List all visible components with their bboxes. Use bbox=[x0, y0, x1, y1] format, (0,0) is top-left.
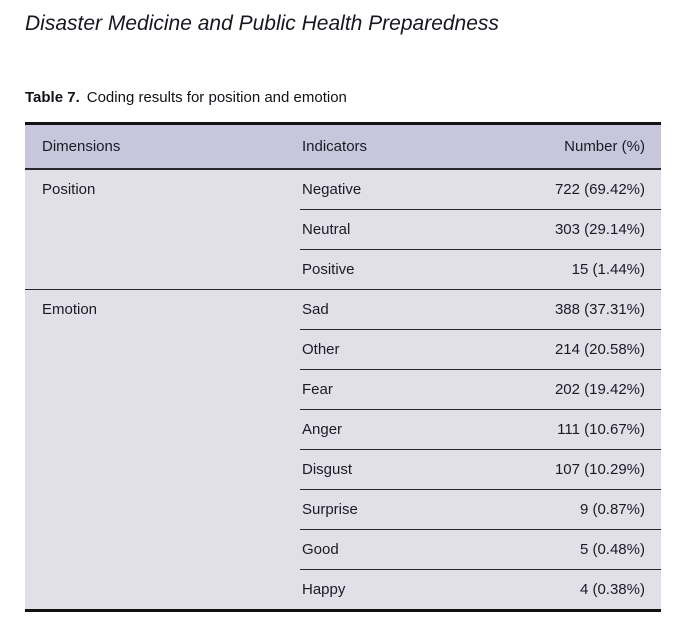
table-header-row bbox=[25, 124, 661, 170]
number-cell: 303 (29.14%) bbox=[515, 210, 661, 250]
indicator-cell: Anger bbox=[300, 410, 515, 450]
indicator-cell: Fear bbox=[300, 370, 515, 410]
indicator-cell: Other bbox=[300, 330, 515, 370]
indicator-cell: Positive bbox=[300, 250, 515, 290]
indicator-cell: Neutral bbox=[300, 210, 515, 250]
indicator-cell: Good bbox=[300, 530, 515, 570]
indicator-cell: Sad bbox=[300, 290, 515, 330]
indicator-cell: Surprise bbox=[300, 490, 515, 530]
dimension-cell: Position bbox=[25, 169, 300, 290]
coding-results-table bbox=[25, 122, 661, 612]
table-caption bbox=[25, 89, 347, 106]
number-cell: 722 (69.42%) bbox=[515, 169, 661, 210]
number-cell: 9 (0.87%) bbox=[515, 490, 661, 530]
indicator-cell: Disgust bbox=[300, 450, 515, 490]
indicator-cell: Negative bbox=[300, 169, 515, 210]
table-caption-label: Table 7. bbox=[25, 89, 80, 106]
indicator-cell: Happy bbox=[300, 570, 515, 611]
table-header bbox=[25, 124, 661, 170]
table-row bbox=[25, 169, 661, 210]
table-body bbox=[25, 169, 661, 611]
number-cell: 15 (1.44%) bbox=[515, 250, 661, 290]
number-cell: 4 (0.38%) bbox=[515, 570, 661, 611]
column-header-indicators: Indicators bbox=[300, 124, 515, 170]
number-cell: 111 (10.67%) bbox=[515, 410, 661, 450]
journal-title: Disaster Medicine and Public Health Preparedness bbox=[25, 12, 499, 35]
column-header-dimensions: Dimensions bbox=[25, 124, 300, 170]
dimension-cell: Emotion bbox=[25, 290, 300, 611]
table-caption-text: Coding results for position and emotion bbox=[86, 89, 347, 106]
number-cell: 107 (10.29%) bbox=[515, 450, 661, 490]
coding-results-table-wrap bbox=[25, 122, 661, 612]
number-cell: 214 (20.58%) bbox=[515, 330, 661, 370]
number-cell: 388 (37.31%) bbox=[515, 290, 661, 330]
table-row bbox=[25, 290, 661, 330]
column-header-number: Number (%) bbox=[515, 124, 661, 170]
number-cell: 202 (19.42%) bbox=[515, 370, 661, 410]
number-cell: 5 (0.48%) bbox=[515, 530, 661, 570]
